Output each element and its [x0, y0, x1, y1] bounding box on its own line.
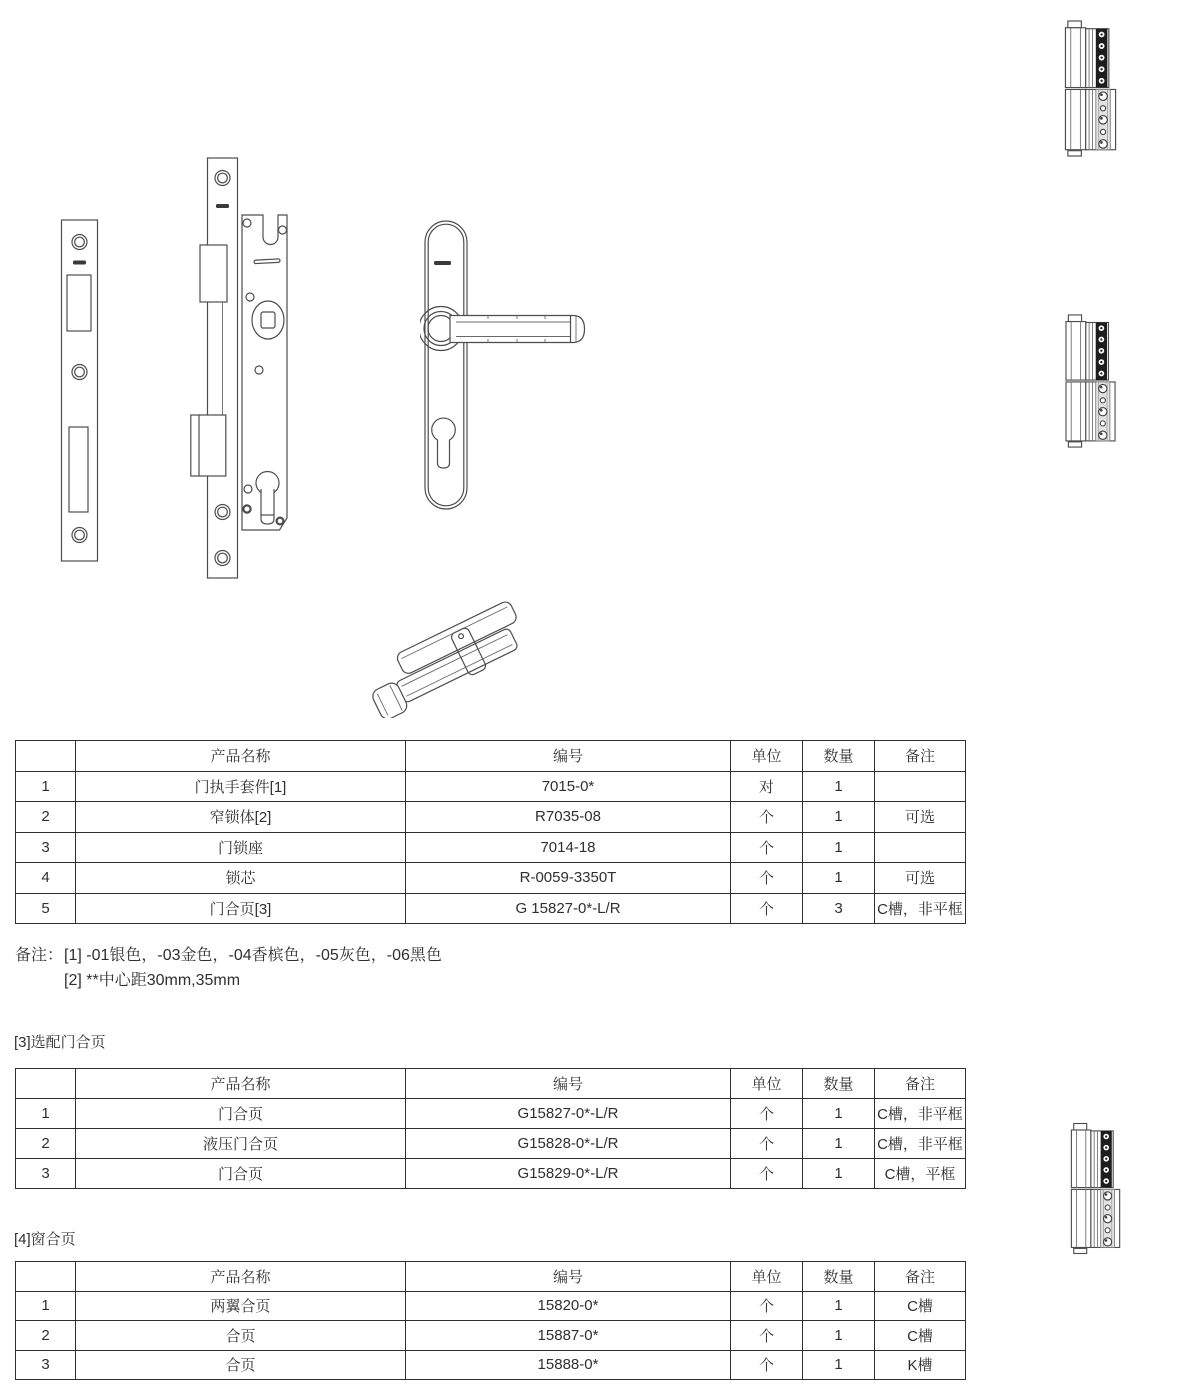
- euro-cylinder-cutout: [432, 418, 456, 468]
- cell-code: 15888-0*: [406, 1350, 731, 1380]
- cylinder-svg: [360, 596, 530, 718]
- header-note: 备注: [875, 1262, 966, 1292]
- header-code: 编号: [406, 741, 731, 772]
- main-parts-table-wrap: [15, 740, 966, 924]
- lock-body-svg: [190, 153, 290, 583]
- lever-handle: [450, 316, 585, 343]
- cell-code: 15820-0*: [406, 1291, 731, 1321]
- table-row: [16, 1129, 966, 1159]
- cell-unit: 个: [731, 1321, 803, 1351]
- cell-unit: 个: [731, 1159, 803, 1189]
- cell-code: R-0059-3350T: [406, 863, 731, 894]
- cylinder-drawing: [360, 596, 530, 723]
- cell-qty: 1: [803, 1129, 875, 1159]
- header-index: [16, 1262, 76, 1292]
- cell-index: 1: [16, 1291, 76, 1321]
- window-hinge-table-wrap: [15, 1261, 966, 1380]
- header-name: 产品名称: [76, 1069, 406, 1099]
- header-code: 编号: [406, 1262, 731, 1292]
- table-row: [16, 1350, 966, 1380]
- cell-note: C槽，非平框: [875, 1129, 966, 1159]
- cell-qty: 1: [803, 1159, 875, 1189]
- footnote-line1: [1] -01银色，-03金色，-04香槟色，-05灰色，-06黑色: [64, 947, 442, 964]
- cell-note: [875, 832, 966, 863]
- header-row: [16, 1069, 966, 1099]
- table-row: [16, 802, 966, 833]
- handle-set-drawing: [420, 216, 595, 521]
- header-index: [16, 741, 76, 772]
- cell-note: [875, 771, 966, 802]
- footnote-indent: [15, 968, 64, 993]
- brand-logo-mark: [216, 204, 229, 208]
- cell-note: C槽，平框: [875, 1159, 966, 1189]
- cell-name: 门锁座: [76, 832, 406, 863]
- header-index: [16, 1069, 76, 1099]
- cell-code: 7015-0*: [406, 771, 731, 802]
- door-hinge-drawing-middle: [1064, 314, 1118, 453]
- cell-code: 15887-0*: [406, 1321, 731, 1351]
- cell-qty: 1: [803, 771, 875, 802]
- cell-name: 门合页: [76, 1159, 406, 1189]
- cell-note: K槽: [875, 1350, 966, 1380]
- cell-unit: 个: [731, 802, 803, 833]
- header-note: 备注: [875, 741, 966, 772]
- cell-qty: 1: [803, 863, 875, 894]
- cell-name: 窄锁体[2]: [76, 802, 406, 833]
- cell-index: 3: [16, 1159, 76, 1189]
- header-name: 产品名称: [76, 741, 406, 772]
- table-row: [16, 832, 966, 863]
- header-qty: 数量: [803, 1069, 875, 1099]
- window-hinge-section-title: [4]窗合页: [14, 1231, 76, 1248]
- cell-unit: 个: [731, 1099, 803, 1129]
- cell-qty: 3: [803, 893, 875, 924]
- cell-name: 两翼合页: [76, 1291, 406, 1321]
- cell-index: 2: [16, 802, 76, 833]
- cell-code: G15827-0*-L/R: [406, 1099, 731, 1129]
- brand-logo-mark: [73, 261, 86, 265]
- cell-name: 锁芯: [76, 863, 406, 894]
- footnotes: [15, 943, 442, 993]
- brand-logo-mark: [434, 261, 451, 265]
- main-parts-table: [15, 740, 966, 924]
- header-row: [16, 741, 966, 772]
- table-row: [16, 1099, 966, 1129]
- door-hinge-drawing-top: [1064, 20, 1118, 162]
- cell-qty: 1: [803, 1099, 875, 1129]
- cell-code: G 15827-0*-L/R: [406, 893, 731, 924]
- lock-body-drawing: [190, 153, 290, 588]
- footnote-label: 备注：: [15, 947, 64, 964]
- cell-index: 3: [16, 832, 76, 863]
- header-name: 产品名称: [76, 1262, 406, 1292]
- header-code: 编号: [406, 1069, 731, 1099]
- handle-set-svg: [420, 216, 595, 516]
- table-row: [16, 771, 966, 802]
- table-row: [16, 1291, 966, 1321]
- header-unit: 单位: [731, 1069, 803, 1099]
- window-hinge-table: [15, 1261, 966, 1380]
- cell-code: G15829-0*-L/R: [406, 1159, 731, 1189]
- cell-qty: 1: [803, 1321, 875, 1351]
- table-row: [16, 893, 966, 924]
- cell-name: 门合页[3]: [76, 893, 406, 924]
- cell-unit: 个: [731, 863, 803, 894]
- cell-index: 1: [16, 771, 76, 802]
- header-note: 备注: [875, 1069, 966, 1099]
- cell-name: 门执手套件[1]: [76, 771, 406, 802]
- cell-index: 1: [16, 1099, 76, 1129]
- header-unit: 单位: [731, 1262, 803, 1292]
- door-hinge-section-title: [3]选配门合页: [14, 1034, 106, 1051]
- header-qty: 数量: [803, 1262, 875, 1292]
- cell-note: C槽: [875, 1321, 966, 1351]
- cell-note: C槽，非平框: [875, 893, 966, 924]
- cell-unit: 个: [731, 1291, 803, 1321]
- door-hinge-drawing-bottom: [1070, 1122, 1122, 1260]
- cell-note: 可选: [875, 802, 966, 833]
- footnote-line2: [2] **中心距30mm,35mm: [64, 972, 241, 989]
- cell-qty: 1: [803, 1291, 875, 1321]
- door-hinge-table: [15, 1068, 966, 1189]
- cell-unit: 个: [731, 893, 803, 924]
- table-row: [16, 863, 966, 894]
- cell-index: 3: [16, 1350, 76, 1380]
- cell-qty: 1: [803, 802, 875, 833]
- cell-index: 4: [16, 863, 76, 894]
- cell-name: 合页: [76, 1321, 406, 1351]
- door-hinge-table-wrap: [15, 1068, 966, 1189]
- cell-index: 2: [16, 1129, 76, 1159]
- cell-code: G15828-0*-L/R: [406, 1129, 731, 1159]
- cell-unit: 个: [731, 832, 803, 863]
- header-qty: 数量: [803, 741, 875, 772]
- table-row: [16, 1159, 966, 1189]
- cell-code: 7014-18: [406, 832, 731, 863]
- header-unit: 单位: [731, 741, 803, 772]
- strike-plate-drawing: [60, 218, 100, 569]
- cell-name: 门合页: [76, 1099, 406, 1129]
- cell-unit: 个: [731, 1350, 803, 1380]
- cell-note: 可选: [875, 863, 966, 894]
- cell-note: C槽，非平框: [875, 1099, 966, 1129]
- strike-plate-svg: [60, 218, 100, 564]
- cell-qty: 1: [803, 1350, 875, 1380]
- cell-qty: 1: [803, 832, 875, 863]
- table-row: [16, 1321, 966, 1351]
- header-row: [16, 1262, 966, 1292]
- cell-index: 5: [16, 893, 76, 924]
- cell-name: 液压门合页: [76, 1129, 406, 1159]
- cell-unit: 个: [731, 1129, 803, 1159]
- cell-index: 2: [16, 1321, 76, 1351]
- cell-code: R7035-08: [406, 802, 731, 833]
- cell-unit: 对: [731, 771, 803, 802]
- cell-note: C槽: [875, 1291, 966, 1321]
- cell-name: 合页: [76, 1350, 406, 1380]
